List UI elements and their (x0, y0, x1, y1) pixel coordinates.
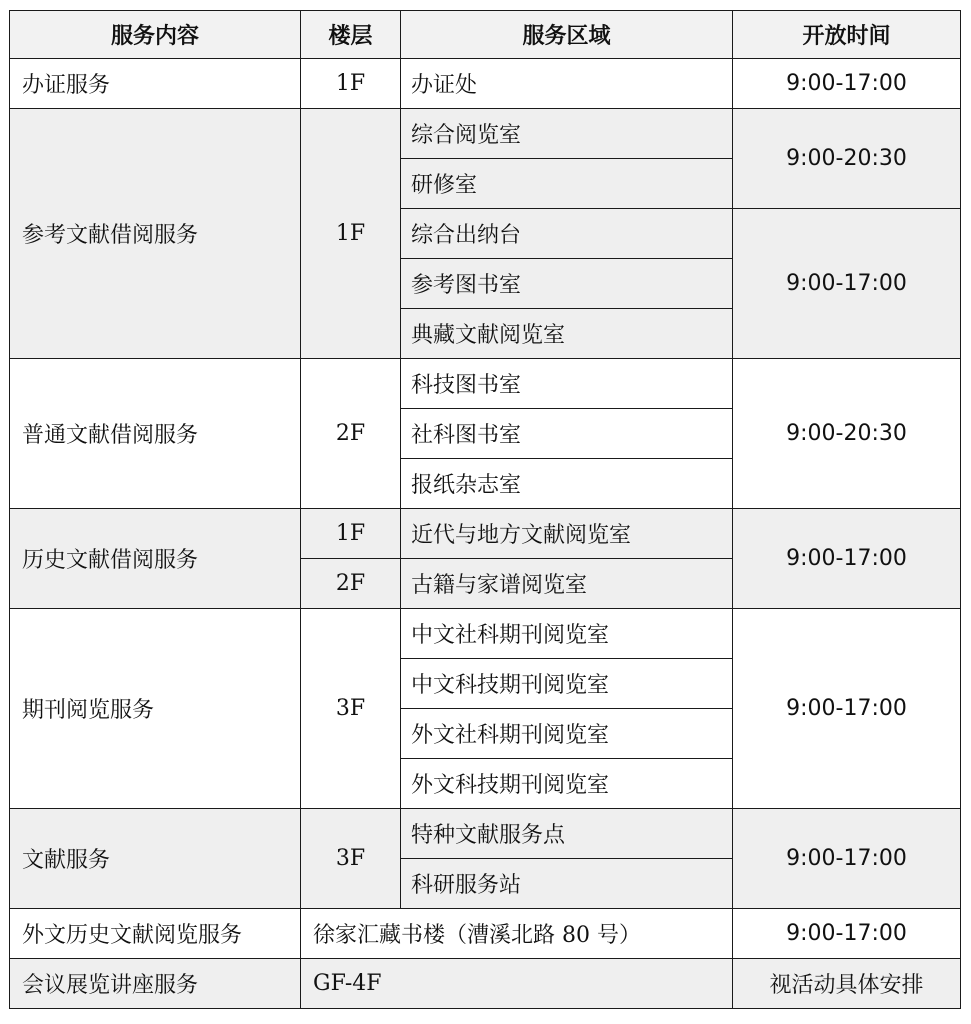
service-cell: 参考文献借阅服务 (10, 109, 301, 359)
hours-cell: 9:00-17:00 (733, 609, 961, 809)
table-row (10, 909, 961, 959)
service-cell: 历史文献借阅服务 (10, 509, 301, 609)
table-row (10, 509, 961, 559)
location-cell: 徐家汇藏书楼（漕溪北路 80 号） (301, 909, 733, 959)
area-cell: 报纸杂志室 (401, 459, 733, 509)
hours-cell: 9:00-17:00 (733, 59, 961, 109)
hours-cell: 9:00-17:00 (733, 909, 961, 959)
service-cell: 文献服务 (10, 809, 301, 909)
table-row (10, 809, 961, 859)
service-cell: 期刊阅览服务 (10, 609, 301, 809)
hours-cell: 9:00-17:00 (733, 209, 961, 359)
area-cell: 科研服务站 (401, 859, 733, 909)
table-row (10, 359, 961, 409)
area-cell: 社科图书室 (401, 409, 733, 459)
area-cell: 中文社科期刊阅览室 (401, 609, 733, 659)
hours-cell: 9:00-20:30 (733, 109, 961, 209)
header-area: 服务区域 (401, 11, 733, 59)
service-cell: 外文历史文献阅览服务 (10, 909, 301, 959)
area-cell: 参考图书室 (401, 259, 733, 309)
floor-cell: 2F (301, 359, 401, 509)
area-cell: 外文社科期刊阅览室 (401, 709, 733, 759)
service-cell: 会议展览讲座服务 (10, 959, 301, 1009)
area-cell: 典藏文献阅览室 (401, 309, 733, 359)
floor-cell: 1F (301, 109, 401, 359)
header-floor: 楼层 (301, 11, 401, 59)
hours-cell: 9:00-17:00 (733, 809, 961, 909)
library-service-table (9, 10, 961, 1009)
floor-cell: 1F (301, 509, 401, 559)
service-cell: 普通文献借阅服务 (10, 359, 301, 509)
hours-cell: 9:00-20:30 (733, 359, 961, 509)
area-cell: 综合出纳台 (401, 209, 733, 259)
area-cell: 近代与地方文献阅览室 (401, 509, 733, 559)
location-cell: GF-4F (301, 959, 733, 1009)
floor-cell: 3F (301, 609, 401, 809)
area-cell: 科技图书室 (401, 359, 733, 409)
floor-cell: 3F (301, 809, 401, 909)
header-service: 服务内容 (10, 11, 301, 59)
area-cell: 特种文献服务点 (401, 809, 733, 859)
hours-cell: 视活动具体安排 (733, 959, 961, 1009)
table-row (10, 959, 961, 1009)
area-cell: 外文科技期刊阅览室 (401, 759, 733, 809)
service-cell: 办证服务 (10, 59, 301, 109)
area-cell: 中文科技期刊阅览室 (401, 659, 733, 709)
table-row (10, 59, 961, 109)
area-cell: 古籍与家谱阅览室 (401, 559, 733, 609)
table-row (10, 609, 961, 659)
floor-cell: 2F (301, 559, 401, 609)
area-cell: 综合阅览室 (401, 109, 733, 159)
area-cell: 办证处 (401, 59, 733, 109)
header-row (10, 11, 961, 59)
table-row (10, 109, 961, 159)
floor-cell: 1F (301, 59, 401, 109)
header-hours: 开放时间 (733, 11, 961, 59)
area-cell: 研修室 (401, 159, 733, 209)
hours-cell: 9:00-17:00 (733, 509, 961, 609)
